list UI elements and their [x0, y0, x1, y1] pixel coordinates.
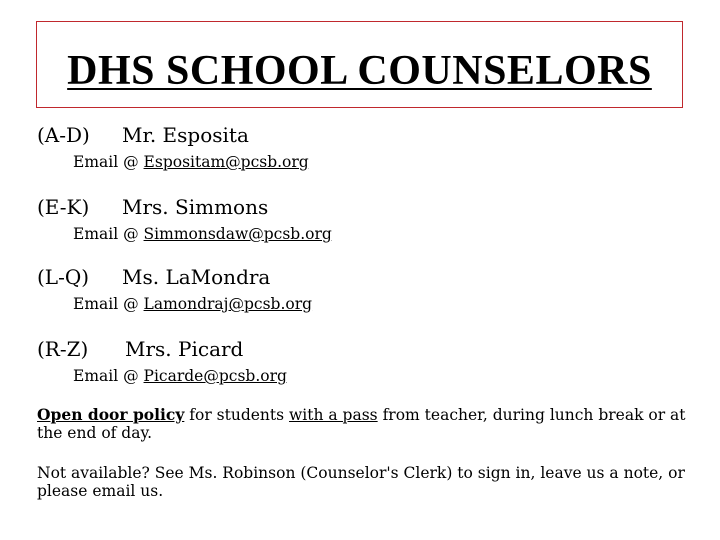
email-line — [73, 224, 332, 244]
counselor-name: Ms. LaMondra — [122, 265, 271, 289]
email-link[interactable]: Simmonsdaw@pcsb.org — [143, 225, 332, 243]
email-prefix: Email @ — [73, 225, 139, 243]
email-line — [73, 152, 309, 172]
counselor-name: Mrs. Picard — [125, 337, 244, 361]
email-prefix: Email @ — [73, 295, 139, 313]
email-prefix: Email @ — [73, 153, 139, 171]
counselor-name: Mr. Esposita — [122, 123, 249, 147]
email-link[interactable]: Lamondraj@pcsb.org — [143, 295, 313, 313]
email-line — [73, 366, 287, 386]
page-title: DHS SCHOOL COUNSELORS — [67, 48, 652, 94]
email-link[interactable]: Picarde@pcsb.org — [143, 367, 287, 385]
availability-note: Not available? See Ms. Robinson (Counselor's Clerk) to sign in, leave us a note, or please email us. — [37, 464, 685, 500]
email-link[interactable]: Espositam@pcsb.org — [143, 153, 309, 171]
open-door-policy — [37, 406, 697, 442]
alpha-range: (L-Q) — [37, 265, 90, 289]
policy-text-1: for students — [184, 406, 290, 424]
title-box — [36, 21, 683, 108]
policy-pass-text: with a pass — [289, 406, 378, 424]
email-prefix: Email @ — [73, 367, 139, 385]
alpha-range: (E-K) — [37, 195, 90, 219]
alpha-range: (R-Z) — [37, 337, 89, 361]
alpha-range: (A-D) — [37, 123, 90, 147]
policy-heading: Open door policy — [37, 405, 185, 424]
email-line — [73, 294, 312, 314]
policy-text-2: from teacher, during lunch break or at the end of day. — [37, 406, 686, 442]
counselor-name: Mrs. Simmons — [122, 195, 269, 219]
